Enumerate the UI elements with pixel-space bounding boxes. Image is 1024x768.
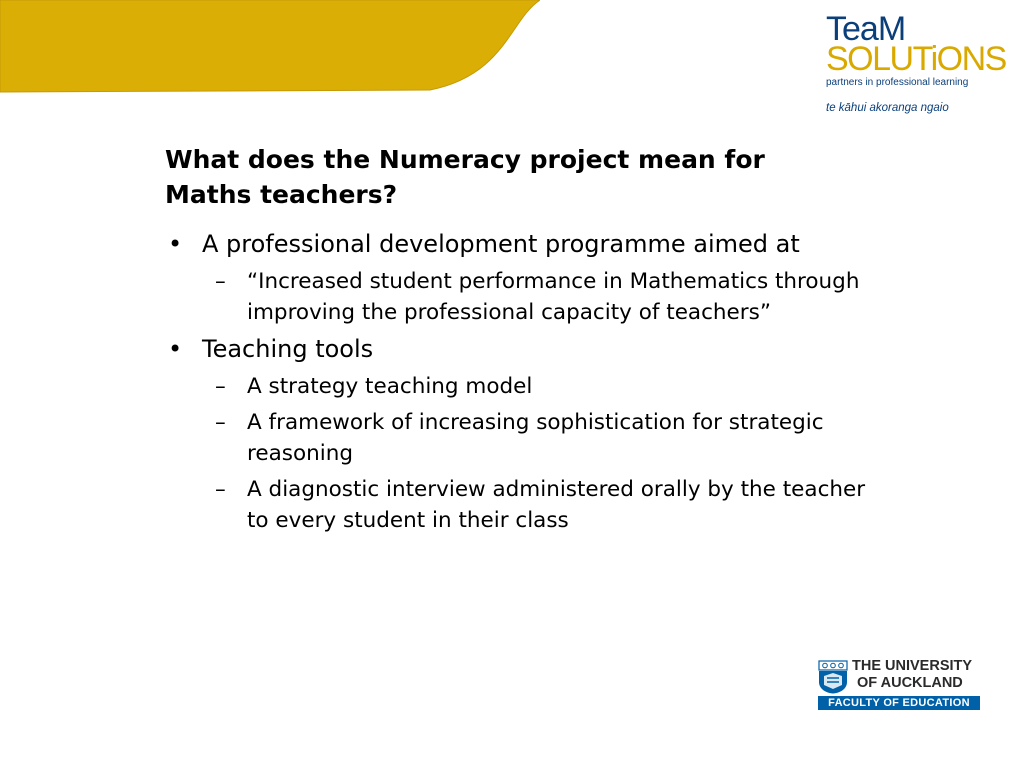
brand-tagline: partners in professional learning <box>826 77 969 88</box>
sub-bullet-line: A framework of increasing sophistication for strategic <box>247 410 824 435</box>
sub-bullet-line: A diagnostic interview administered orally by the teacher <box>247 477 866 502</box>
sub-bullet-item <box>165 266 1000 328</box>
sub-bullet-line: improving the professional capacity of teachers” <box>247 300 771 325</box>
decorative-accent-shape <box>0 0 540 100</box>
slide-title <box>165 142 945 212</box>
brand-team-text: TeaM <box>826 10 906 48</box>
university-name <box>852 658 972 692</box>
sub-bullet-marker: – <box>215 477 226 502</box>
brand-maori-tagline: te kāhui akoranga ngaio <box>826 102 949 114</box>
title-line-1: What does the Numeracy project mean for <box>165 145 765 174</box>
sub-bullet-line: A strategy teaching model <box>247 374 533 399</box>
university-logo <box>818 658 982 710</box>
university-crest-icon <box>818 660 848 694</box>
sub-bullet-list <box>165 371 1000 536</box>
brand-solutions-text: SOLUTiONS <box>826 40 1006 78</box>
sub-bullet-marker: – <box>215 269 226 294</box>
sub-bullet-item <box>165 474 1000 536</box>
university-name-line-2: OF AUCKLAND <box>857 675 963 691</box>
university-name-line-1: THE UNIVERSITY <box>852 658 973 674</box>
slide-body <box>165 228 1000 541</box>
sub-bullet-list <box>165 266 1000 328</box>
sub-bullet-marker: – <box>215 374 226 399</box>
sub-bullet-line: to every student in their class <box>247 508 569 533</box>
bullet-item <box>165 333 1000 365</box>
title-line-2: Maths teachers? <box>165 180 398 209</box>
bullet-text: A professional development programme aimed at <box>202 230 800 258</box>
sub-bullet-item <box>165 371 1000 402</box>
faculty-label: FACULTY OF EDUCATION <box>818 696 980 710</box>
sub-bullet-item <box>165 407 1000 469</box>
team-solutions-logo <box>826 10 1006 116</box>
bullet-item <box>165 228 1000 260</box>
bullet-text: Teaching tools <box>202 335 374 363</box>
sub-bullet-marker: – <box>215 410 226 435</box>
sub-bullet-line: reasoning <box>247 441 353 466</box>
bullet-marker: • <box>168 230 183 258</box>
accent-shape-path <box>0 0 540 92</box>
sub-bullet-line: “Increased student performance in Mathematics through <box>247 269 860 294</box>
bullet-marker: • <box>168 335 183 363</box>
